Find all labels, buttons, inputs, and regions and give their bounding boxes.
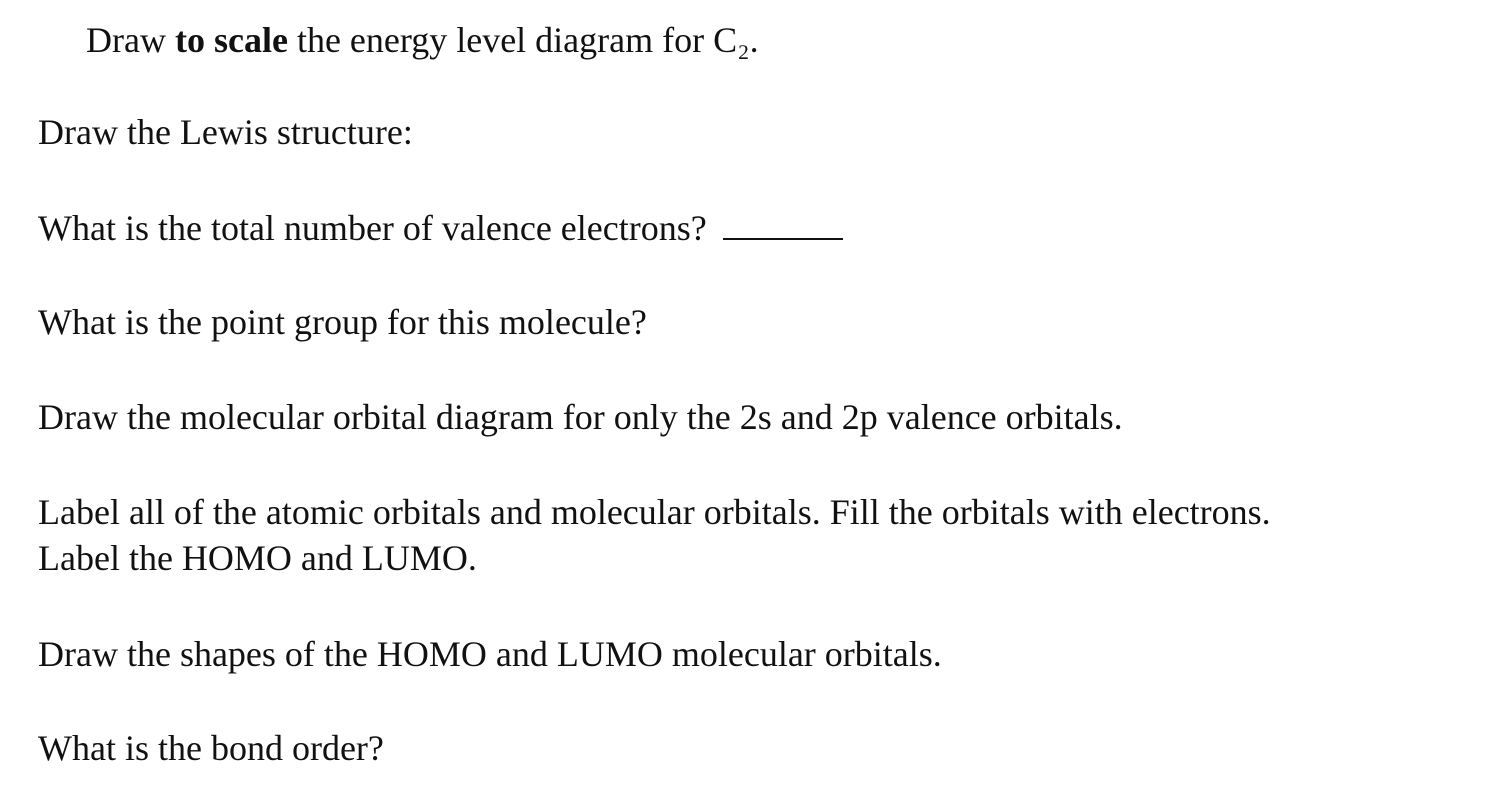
question-valence-text: What is the total number of valence electrons? bbox=[38, 208, 707, 248]
question-shapes: Draw the shapes of the HOMO and LUMO molecular orbitals. bbox=[38, 634, 942, 674]
title-suffix: the energy level diagram for C₂. bbox=[287, 20, 759, 60]
question-mo-diagram: Draw the molecular orbital diagram for only the 2s and 2p valence orbitals. bbox=[38, 397, 1123, 437]
question-valence bbox=[38, 206, 843, 250]
question-label-line-2: Label the HOMO and LUMO. bbox=[38, 538, 477, 578]
valence-answer-blank[interactable] bbox=[723, 214, 843, 240]
question-bond-order: What is the bond order? bbox=[38, 728, 384, 768]
question-lewis: Draw the Lewis structure: bbox=[38, 112, 413, 152]
title-prefix: Draw bbox=[86, 20, 175, 60]
question-label-line-1: Label all of the atomic orbitals and molecular orbitals. Fill the orbitals with electrons. bbox=[38, 492, 1271, 532]
title-line bbox=[86, 18, 759, 62]
title-emphasis: to scale bbox=[174, 20, 288, 60]
question-point-group: What is the point group for this molecule? bbox=[38, 302, 647, 342]
